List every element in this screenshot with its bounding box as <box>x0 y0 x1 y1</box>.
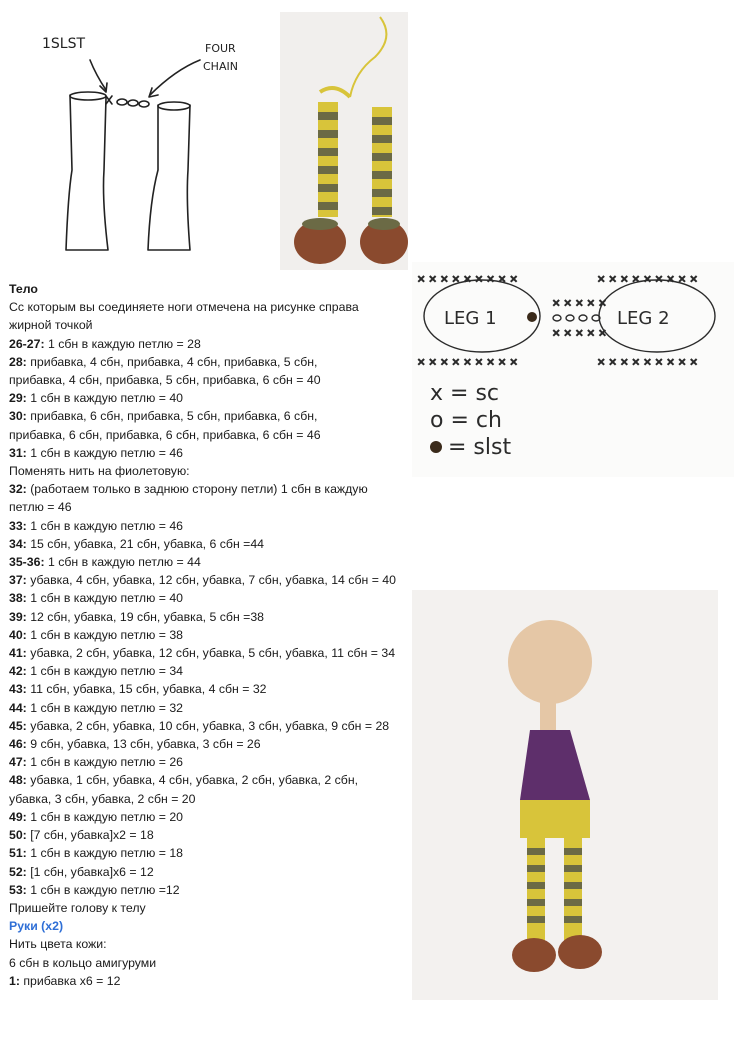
doll-photo-drawing <box>412 590 718 1000</box>
sew-head-text: Пришейте голову к телу <box>9 900 146 915</box>
svg-text:× × × × × × × × ×: × × × × × × × × × <box>597 357 698 368</box>
pattern-text <box>9 280 409 990</box>
pattern-row: 26-27: 1 сбн в каждую петлю = 28 <box>9 336 201 351</box>
legs-join-sketch <box>40 20 275 260</box>
doll-photo <box>412 590 718 1000</box>
legend-slst: = slst <box>448 435 512 460</box>
pattern-row: 37: убавка, 4 сбн, убавка, 12 сбн, убавка, 7 сбн, убавка, 14 сбн = 40 <box>9 573 396 588</box>
pattern-row: 48: убавка, 1 сбн, убавка, 4 сбн, убавка, 2 сбн, убавка, 2 сбн, убавка, 3 сбн, убавка, 2 сбн = 20 <box>9 773 359 806</box>
pattern-row: 47: 1 сбн в каждую петлю = 26 <box>9 755 184 770</box>
four-label: FOUR <box>205 42 236 55</box>
leg1-label: LEG 1 <box>444 308 497 329</box>
pattern-row: 42: 1 сбн в каждую петлю = 34 <box>9 664 184 679</box>
pattern-row: 51: 1 сбн в каждую петлю = 18 <box>9 846 184 861</box>
pattern-row: 29: 1 сбн в каждую петлю = 40 <box>9 391 184 406</box>
pattern-row: 52: [1 сбн, убавка]x6 = 12 <box>9 864 154 879</box>
pattern-row: 1: прибавка x6 = 12 <box>9 973 121 988</box>
pattern-row: 28: прибавка, 4 сбн, прибавка, 4 сбн, прибавка, 5 сбн, прибавка, 4 сбн, прибавка, 5 сбн, прибавка, 6 сбн = 40 <box>9 354 321 388</box>
pattern-row: 46: 9 сбн, убавка, 13 сбн, убавка, 3 сбн = 26 <box>9 737 261 752</box>
join-diagram <box>412 262 734 477</box>
legend-ch: o = ch <box>430 408 502 433</box>
legend-sc: x = sc <box>430 381 499 406</box>
pattern-row: 39: 12 сбн, убавка, 19 сбн, убавка, 5 сбн =38 <box>9 609 265 624</box>
pattern-row: 34: 15 сбн, убавка, 21 сбн, убавка, 6 сбн =44 <box>9 536 265 551</box>
pattern-row: 32: (работаем только в заднюю сторону петли) 1 сбн в каждую петлю = 46 <box>9 482 368 515</box>
change-color-text: Поменять нить на фиолетовую: <box>9 464 190 479</box>
magic-ring-text: 6 сбн в кольцо амигуруми <box>9 955 157 970</box>
pattern-row: 40: 1 сбн в каждую петлю = 38 <box>9 627 184 642</box>
slst-dot-icon <box>430 441 442 453</box>
leg2-label: LEG 2 <box>617 308 670 329</box>
pattern-row: 38: 1 сбн в каждую петлю = 40 <box>9 591 184 606</box>
svg-text:× × × × × × × × ×: × × × × × × × × × <box>417 357 518 368</box>
section-title-arms: Руки (x2) <box>9 919 64 934</box>
pattern-row: 33: 1 сбн в каждую петлю = 46 <box>9 518 184 533</box>
join-diagram-drawing <box>412 262 734 477</box>
pattern-row: 50: [7 сбн, убавка]x2 = 18 <box>9 828 154 843</box>
section-title-body: Тело <box>9 282 38 296</box>
svg-text:× × × × ×: × × × × × <box>552 298 607 309</box>
svg-text:× × × × ×: × × × × × <box>552 328 607 339</box>
pattern-row: 49: 1 сбн в каждую петлю = 20 <box>9 809 184 824</box>
svg-text:× × × × × × × × ×: × × × × × × × × × <box>417 274 518 285</box>
pattern-row: 30: прибавка, 6 сбн, прибавка, 5 сбн, прибавка, 6 сбн, прибавка, 6 сбн, прибавка, 6 сбн, прибавка, 6 сбн = 46 <box>9 409 321 442</box>
pattern-row: 44: 1 сбн в каждую петлю = 32 <box>9 700 184 715</box>
pattern-row: 43: 11 сбн, убавка, 15 сбн, убавка, 4 сбн = 32 <box>9 682 267 697</box>
pattern-row: 41: убавка, 2 сбн, убавка, 12 сбн, убавка, 5 сбн, убавка, 11 сбн = 34 <box>9 646 396 661</box>
legs-photo-drawing <box>280 12 408 270</box>
svg-text:× × × × × × × × ×: × × × × × × × × × <box>597 274 698 285</box>
pattern-row: 35-36: 1 сбн в каждую петлю = 44 <box>9 555 201 570</box>
pattern-row: 45: убавка, 2 сбн, убавка, 10 сбн, убавка, 3 сбн, убавка, 9 сбн = 28 <box>9 718 390 733</box>
slst-label: 1SLST <box>42 36 86 52</box>
chain-label: CHAIN <box>203 60 238 73</box>
intro-text: Сс которым вы соединяете ноги отмечена на рисунке справа жирной точкой <box>9 300 359 333</box>
skin-color-text: Нить цвета кожи: <box>9 937 107 952</box>
pattern-row: 53: 1 сбн в каждую петлю =12 <box>9 882 180 897</box>
legs-photo <box>280 12 408 270</box>
pattern-row: 31: 1 сбн в каждую петлю = 46 <box>9 445 184 460</box>
